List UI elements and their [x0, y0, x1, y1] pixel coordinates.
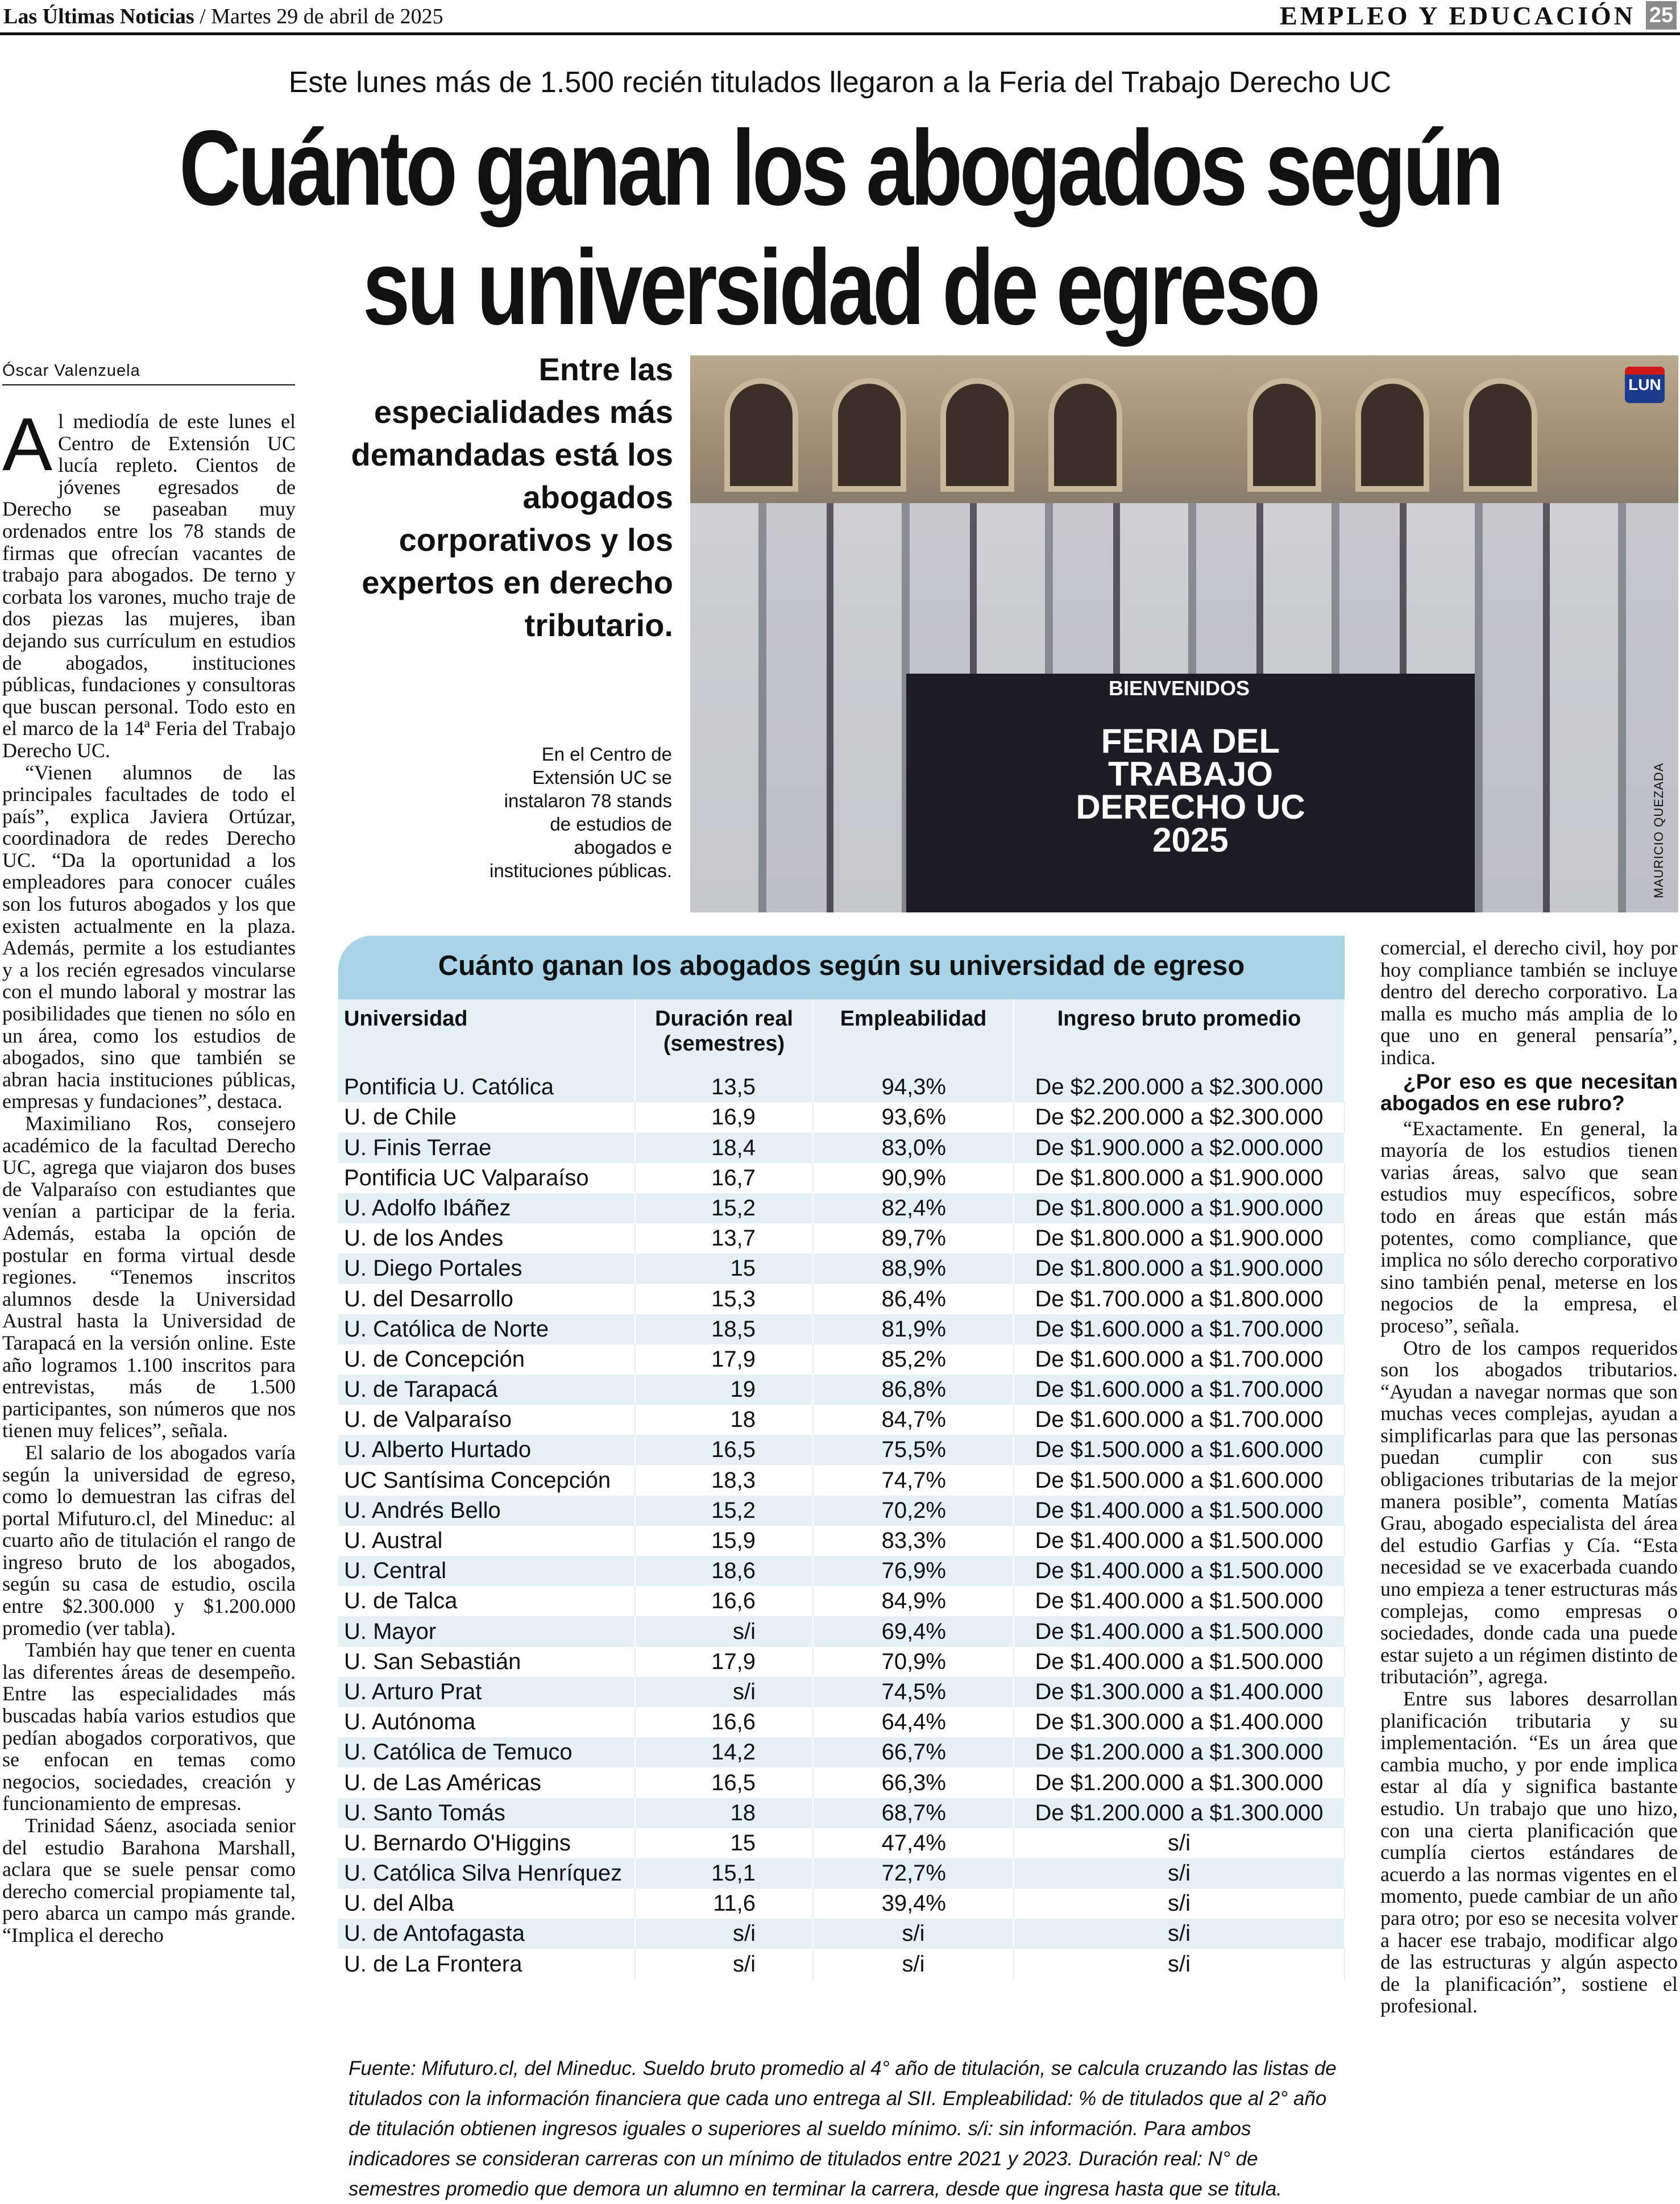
duration-cell: 13,5	[635, 1072, 813, 1102]
university-cell: U. Alberto Hurtado	[338, 1435, 635, 1465]
duration-cell: s/i	[635, 1919, 813, 1949]
employability-cell: 82,4%	[813, 1193, 1014, 1223]
table-row	[338, 1193, 1345, 1223]
body-paragraph: “Exactamente. En general, la mayoría de los estudios tienen varias áreas, salvo que sean estudios muy específicos, sobre todo en áreas que están más potentes, como compliance, que implica no sólo derecho corporativo sino también penal, meterse en los negocios de la empresa, el proceso”, señala.	[1380, 1116, 1678, 1337]
university-cell: U. Adolfo Ibáñez	[338, 1193, 635, 1223]
photo-caption: En el Centro de Extensión UC se instalaron 78 stands de estudios de abogados e instituciones públicas.	[489, 744, 672, 881]
publication-date: Martes 29 de abril de 2025	[211, 5, 443, 28]
employability-cell: 88,9%	[813, 1254, 1014, 1284]
university-cell: U. de Antofagasta	[338, 1919, 635, 1949]
income-cell: De $1.800.000 a $1.900.000	[1014, 1223, 1345, 1254]
income-cell: De $1.300.000 a $1.400.000	[1014, 1707, 1345, 1737]
duration-cell: 16,7	[635, 1163, 813, 1193]
income-cell: De $1.500.000 a $1.600.000	[1014, 1435, 1345, 1465]
body-paragraph: l mediodía de este lunes el Centro de Extensión UC lucía repleto. Cientos de jóvenes egresados de Derecho se paseaban muy ordenados entre los 78 stands de firmas que ofrecían vacantes de trabajo para abogados. De terno y corbata los varones, mucho traje de dos piezas las mujeres, iban dejando sus currículum en estudios de abogados, instituciones públicas, fundaciones y consultoras que buscan personal. Todo esto en el marco de la 14ª Feria del Trabajo Derecho UC.	[2, 410, 296, 762]
income-cell: s/i	[1014, 1888, 1345, 1919]
university-cell: U. de Chile	[338, 1102, 635, 1132]
article-body-right	[1380, 937, 1678, 2147]
column-header: Universidad	[338, 999, 635, 1072]
duration-cell: 15	[635, 1254, 813, 1284]
employability-cell: s/i	[813, 1919, 1014, 1949]
income-cell: De $1.400.000 a $1.500.000	[1014, 1526, 1345, 1556]
employability-cell: 70,2%	[813, 1496, 1014, 1526]
employability-cell: 74,7%	[813, 1465, 1014, 1495]
duration-cell: 13,7	[635, 1223, 813, 1254]
table-row	[338, 1132, 1345, 1163]
table-row	[338, 1072, 1345, 1102]
table-row	[338, 1465, 1345, 1495]
employability-cell: 76,9%	[813, 1556, 1014, 1586]
photo-sign: FERIA DEL TRABAJO DERECHO UC 2025	[1076, 722, 1305, 859]
income-cell: s/i	[1014, 1919, 1345, 1949]
table-row	[338, 1888, 1345, 1919]
income-cell: s/i	[1014, 1949, 1345, 1979]
fair-photo	[690, 355, 1678, 912]
publication-name: Las Últimas Noticias	[3, 5, 194, 28]
article-headline	[168, 108, 1512, 347]
employability-cell: 84,9%	[813, 1586, 1014, 1616]
employability-cell: 86,8%	[813, 1375, 1014, 1405]
income-cell: De $1.400.000 a $1.500.000	[1014, 1616, 1345, 1646]
table-row	[338, 1828, 1345, 1858]
table-row	[338, 1375, 1345, 1405]
table-row	[338, 1949, 1345, 1979]
duration-cell: 15,1	[635, 1858, 813, 1888]
body-paragraph: También hay que tener en cuenta las diferentes áreas de desempeño. Entre las especialidades más buscadas había varios estudios que pedían abogados corporativos, que se enfocan en temas como negocios, sociedades, creación y funcionamiento de empresas.	[2, 1638, 296, 1815]
employability-cell: 86,4%	[813, 1284, 1014, 1314]
duration-cell: 15,9	[635, 1526, 813, 1556]
publication-dateline: Las Últimas Noticias / Martes 29 de abril de 2025	[3, 5, 443, 28]
employability-cell: 72,7%	[813, 1858, 1014, 1888]
body-paragraph: El salario de los abogados varía según la universidad de egreso, como lo demuestran las cifras del portal Mifuturo.cl, del Mineduc: al cuarto año de titulación el rango de ingreso bruto de los abogados, según su casa de estudio, oscila entre $2.300.000 y $1.200.000 promedio (ver tabla).	[2, 1441, 296, 1639]
table-header-row	[338, 999, 1345, 1072]
university-cell: U. Andrés Bello	[338, 1496, 635, 1526]
income-cell: De $2.200.000 a $2.300.000	[1014, 1102, 1345, 1132]
table-row	[338, 1344, 1345, 1375]
interview-subhead: ¿Por eso es que necesitan abogados en ese rubro?	[1380, 1069, 1678, 1115]
university-cell: U. de los Andes	[338, 1223, 635, 1254]
photo-arch	[832, 378, 906, 492]
table-row	[338, 1314, 1345, 1344]
page-header	[0, 0, 1680, 34]
employability-cell: 83,0%	[813, 1132, 1014, 1163]
income-cell: De $1.400.000 a $1.500.000	[1014, 1647, 1345, 1677]
table-row	[338, 1254, 1345, 1284]
drop-cap: A	[2, 402, 53, 486]
photo-banner: BIENVENIDOS	[1108, 676, 1250, 700]
income-cell: De $1.300.000 a $1.400.000	[1014, 1677, 1345, 1707]
table-row	[338, 1405, 1345, 1435]
duration-cell: 19	[635, 1375, 813, 1405]
university-cell: Pontificia UC Valparaíso	[338, 1163, 635, 1193]
university-cell: U. de Tarapacá	[338, 1375, 635, 1405]
table-row	[338, 1435, 1345, 1465]
table-row	[338, 1556, 1345, 1586]
article-body-left	[2, 402, 296, 2147]
body-paragraph: Trinidad Sáenz, asociada senior del estudio Barahona Marshall, aclara que se suele pensar como derecho comercial propiamente tal, pero abarca un campo más grande. “Implica el derecho	[2, 1814, 296, 1946]
university-cell: U. Bernardo O'Higgins	[338, 1828, 635, 1858]
employability-cell: 94,3%	[813, 1072, 1014, 1102]
table-row	[338, 1616, 1345, 1646]
income-cell: De $1.600.000 a $1.700.000	[1014, 1314, 1345, 1344]
duration-cell: 18,4	[635, 1132, 813, 1163]
photo-arch	[1048, 378, 1122, 492]
duration-cell: 18,3	[635, 1465, 813, 1495]
university-cell: U. del Desarrollo	[338, 1284, 635, 1314]
salary-table-box	[338, 936, 1345, 2200]
duration-cell: 15,2	[635, 1193, 813, 1223]
university-cell: U. Santo Tomás	[338, 1798, 635, 1828]
body-paragraph: Entre sus labores desarrollan planificación tributaria y su implementación. “Es un área que cambia mucho, y por ende implica estar al día y significa bastante estudio. Un trabajo que uno hizo, con una cierta planificación que cumplía ciertos estándares de acuerdo a las normas vigentes en el momento, puede cambiar de un año para otro; por eso se necesita volver a hacer ese trabajo, modificar algo de las estructuras y algún aspecto de la planificación”, sostiene el profesional.	[1380, 1687, 1678, 2018]
table-row	[338, 1647, 1345, 1677]
lun-logo: LUN	[1625, 367, 1665, 403]
income-cell: s/i	[1014, 1858, 1345, 1888]
photo-arch	[724, 378, 798, 492]
income-cell: De $1.800.000 a $1.900.000	[1014, 1163, 1345, 1193]
income-cell: De $1.600.000 a $1.700.000	[1014, 1375, 1345, 1405]
table-row	[338, 1586, 1345, 1616]
table-row	[338, 1919, 1345, 1949]
employability-cell: 69,4%	[813, 1616, 1014, 1646]
section-title: EMPLEO Y EDUCACIÓN	[1280, 1, 1636, 30]
employability-cell: 93,6%	[813, 1102, 1014, 1132]
duration-cell: 18,6	[635, 1556, 813, 1586]
duration-cell: 16,5	[635, 1767, 813, 1798]
employability-cell: 66,3%	[813, 1767, 1014, 1798]
duration-cell: s/i	[635, 1616, 813, 1646]
university-cell: U. Autónoma	[338, 1707, 635, 1737]
photo-arch	[1355, 378, 1429, 492]
income-cell: De $1.200.000 a $1.300.000	[1014, 1767, 1345, 1798]
photo-arch	[1463, 378, 1537, 492]
photo-credit: MAURICIO QUEZADA	[1652, 762, 1666, 898]
university-cell: U. Mayor	[338, 1616, 635, 1646]
employability-cell: 84,7%	[813, 1405, 1014, 1435]
duration-cell: 15	[635, 1828, 813, 1858]
employability-cell: 74,5%	[813, 1677, 1014, 1707]
column-header: Empleabilidad	[813, 999, 1014, 1072]
employability-cell: 47,4%	[813, 1828, 1014, 1858]
employability-cell: 64,4%	[813, 1707, 1014, 1737]
income-cell: De $1.900.000 a $2.000.000	[1014, 1132, 1345, 1163]
university-cell: U. del Alba	[338, 1888, 635, 1919]
article-kicker: Este lunes más de 1.500 recién titulados llegaron a la Feria del Trabajo Derecho UC	[288, 66, 1392, 99]
university-cell: U. Diego Portales	[338, 1254, 635, 1284]
university-cell: U. Arturo Prat	[338, 1677, 635, 1707]
duration-cell: 18	[635, 1405, 813, 1435]
university-cell: U. Finis Terrae	[338, 1132, 635, 1163]
income-cell: De $1.800.000 a $1.900.000	[1014, 1254, 1345, 1284]
employability-cell: 70,9%	[813, 1647, 1014, 1677]
university-cell: U. Católica Silva Henríquez	[338, 1858, 635, 1888]
university-cell: U. de Talca	[338, 1586, 635, 1616]
university-cell: U. Austral	[338, 1526, 635, 1556]
body-paragraph: comercial, el derecho civil, hoy por hoy compliance también se incluye dentro del derecho corporativo. La malla es mucho más amplia de lo que uno en general pensaría”, indica.	[1380, 936, 1678, 1069]
employability-cell: 66,7%	[813, 1737, 1014, 1767]
table-body	[338, 1072, 1345, 1979]
duration-cell: 16,9	[635, 1102, 813, 1132]
duration-cell: 14,2	[635, 1737, 813, 1767]
body-paragraph: Maximiliano Ros, consejero académico de la facultad Derecho UC, agrega que viajaron dos buses de Valparaíso con estudiantes que venían a participar de la feria. Además, estaba la opción de postular en forma virtual desde regiones. “Tenemos inscritos alumnos desde la Universidad Austral hasta la Universidad de Tarapacá en la versión online. Este año logramos 1.100 inscritos para entrevistas, más de 1.500 participantes, son números que nos tienen muy felices”, señala.	[2, 1112, 296, 1442]
duration-cell: 18	[635, 1798, 813, 1828]
table-row	[338, 1526, 1345, 1556]
table-row	[338, 1284, 1345, 1314]
income-cell: De $1.600.000 a $1.700.000	[1014, 1344, 1345, 1375]
income-cell: De $1.200.000 a $1.300.000	[1014, 1798, 1345, 1828]
university-cell: UC Santísima Concepción	[338, 1465, 635, 1495]
duration-cell: 17,9	[635, 1647, 813, 1677]
table-title: Cuánto ganan los abogados según su universidad de egreso	[438, 950, 1245, 981]
university-cell: U. Católica de Norte	[338, 1314, 635, 1344]
duration-cell: 15,2	[635, 1496, 813, 1526]
duration-cell: 17,9	[635, 1344, 813, 1375]
income-cell: De $2.200.000 a $2.300.000	[1014, 1072, 1345, 1102]
page-number: 25	[1646, 1, 1677, 30]
employability-cell: 83,3%	[813, 1526, 1014, 1556]
headline-line-2: su universidad de egreso	[362, 227, 1318, 347]
salary-table	[338, 999, 1345, 1979]
income-cell: De $1.400.000 a $1.500.000	[1014, 1496, 1345, 1526]
column-header: Ingreso bruto promedio	[1014, 999, 1345, 1072]
table-row	[338, 1496, 1345, 1526]
table-source-note: Fuente: Mifuturo.cl, del Mineduc. Sueldo bruto promedio al 4° año de titulación, se calcula cruzando las listas de titulados con la información financiera que cada uno entrega al SII. Empleabilidad: % de titulados que al 2° año de titulación obtienen ingresos iguales o superiores al sueldo mínimo. s/i: sin información. Para ambos indicadores se consideran carreras con un mínimo de titulados entre 2021 y 2023. Duración real: N° de semestres promedio que demora un alumno en terminar la carrera, desde que ingresa hasta que se titula.	[349, 2057, 1337, 2200]
income-cell: De $1.800.000 a $1.900.000	[1014, 1193, 1345, 1223]
university-cell: U. San Sebastián	[338, 1647, 635, 1677]
byline: Óscar Valenzuela	[2, 359, 295, 385]
income-cell: De $1.700.000 a $1.800.000	[1014, 1284, 1345, 1314]
table-row	[338, 1707, 1345, 1737]
university-cell: Pontificia U. Católica	[338, 1072, 635, 1102]
employability-cell: 90,9%	[813, 1163, 1014, 1193]
column-header: Duración real (semestres)	[635, 999, 813, 1072]
university-cell: U. de La Frontera	[338, 1949, 635, 1979]
table-row	[338, 1677, 1345, 1707]
body-paragraph: “Vienen alumnos de las principales facultades de todo el país”, explica Javiera Ortúzar, coordinadora de redes Derecho UC. “Da la oportunidad a los empleadores para conocer cuáles son los futuros abogados y los que existen actualmente en la plaza. Además, permite a los estudiantes y a los recién egresados vincularse con el mundo laboral y mostrar las posibilidades que tienen no sólo en un área, como los estudios de abogados, sino que también se abran hacia instituciones públicas, empresas y fundaciones”, destaca.	[2, 761, 296, 1113]
income-cell: De $1.600.000 a $1.700.000	[1014, 1405, 1345, 1435]
university-cell: U. de Las Américas	[338, 1767, 635, 1798]
university-cell: U. Central	[338, 1556, 635, 1586]
employability-cell: 75,5%	[813, 1435, 1014, 1465]
photo-arch	[940, 378, 1014, 492]
pull-quote: Entre las especialidades más demandadas está los abogados corporativos y los expertos en derecho tributario.	[351, 351, 673, 643]
income-cell: s/i	[1014, 1828, 1345, 1858]
employability-cell: 68,7%	[813, 1798, 1014, 1828]
duration-cell: s/i	[635, 1949, 813, 1979]
employability-cell: 85,2%	[813, 1344, 1014, 1375]
duration-cell: 16,6	[635, 1586, 813, 1616]
body-paragraph: Otro de los campos requeridos son los abogados tributarios. “Ayudan a navegar normas que son muchas veces complejas, ayudan a simplificarlas para que las personas puedan cumplir con sus obligaciones tributarias de la mejor manera posible”, comenta Matías Grau, abogado especialista del área del estudio Garfias y Cía. “Esta necesidad se ve exacerbada cuando uno empieza a tener estructuras más complejas, como empresas o sociedades, donde cada una puede estar sujeto a un régimen distinto de tributación”, agrega.	[1380, 1336, 1678, 1688]
table-row	[338, 1858, 1345, 1888]
table-row	[338, 1737, 1345, 1767]
duration-cell: 11,6	[635, 1888, 813, 1919]
employability-cell: 81,9%	[813, 1314, 1014, 1344]
employability-cell: s/i	[813, 1949, 1014, 1979]
income-cell: De $1.500.000 a $1.600.000	[1014, 1465, 1345, 1495]
duration-cell: 16,6	[635, 1707, 813, 1737]
duration-cell: 16,5	[635, 1435, 813, 1465]
table-row	[338, 1798, 1345, 1828]
duration-cell: s/i	[635, 1677, 813, 1707]
photo-arch	[1247, 378, 1321, 492]
headline-line-1: Cuánto ganan los abogados según	[179, 108, 1501, 227]
income-cell: De $1.400.000 a $1.500.000	[1014, 1586, 1345, 1616]
employability-cell: 89,7%	[813, 1223, 1014, 1254]
table-row	[338, 1102, 1345, 1132]
employability-cell: 39,4%	[813, 1888, 1014, 1919]
income-cell: De $1.400.000 a $1.500.000	[1014, 1556, 1345, 1586]
table-row	[338, 1163, 1345, 1193]
income-cell: De $1.200.000 a $1.300.000	[1014, 1737, 1345, 1767]
duration-cell: 18,5	[635, 1314, 813, 1344]
duration-cell: 15,3	[635, 1284, 813, 1314]
table-row	[338, 1767, 1345, 1798]
header-rule	[0, 32, 1680, 35]
university-cell: U. Católica de Temuco	[338, 1737, 635, 1767]
university-cell: U. de Concepción	[338, 1344, 635, 1375]
university-cell: U. de Valparaíso	[338, 1405, 635, 1435]
table-row	[338, 1223, 1345, 1254]
